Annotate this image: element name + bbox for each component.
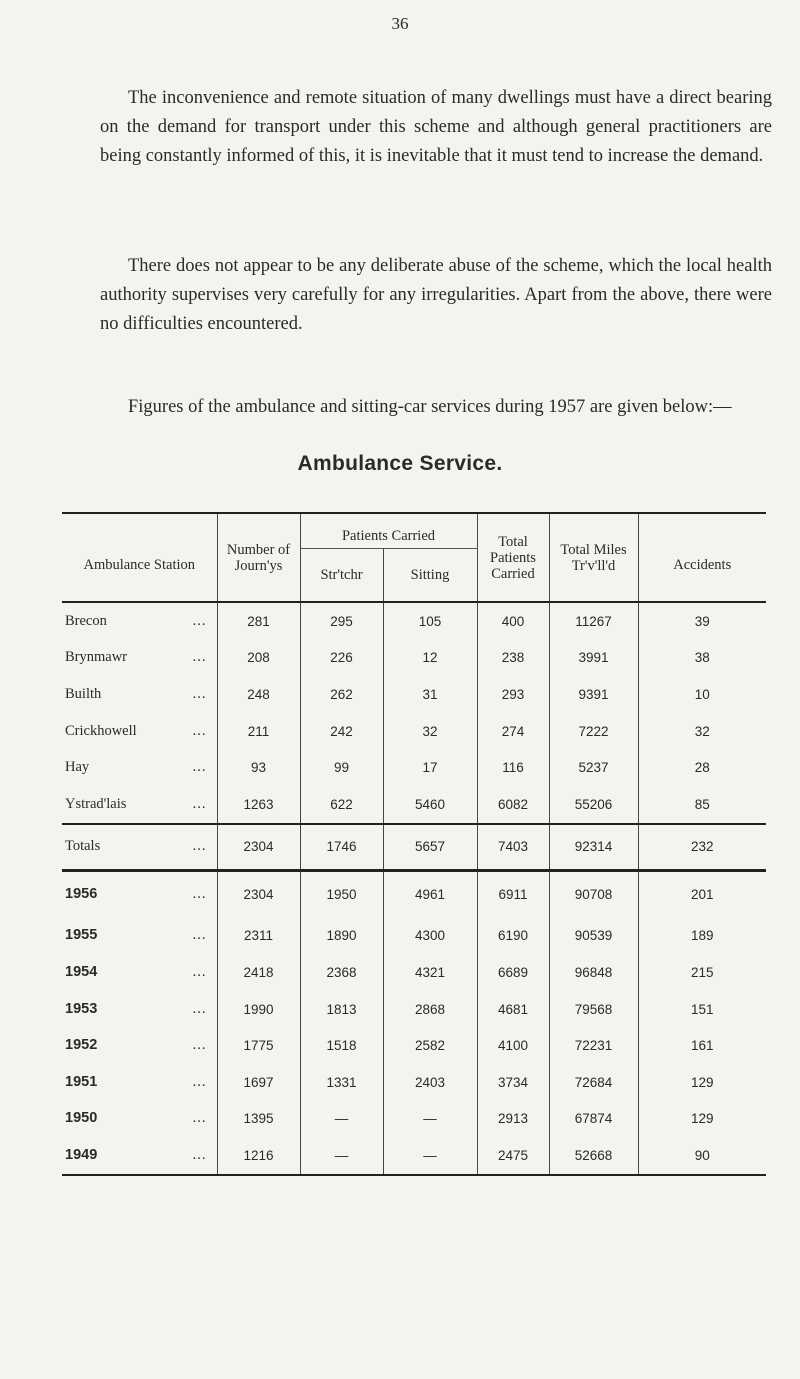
header-stretcher: Str'tchr [300, 549, 383, 603]
leader-dots: ... [192, 612, 207, 629]
year-label: 1953 [65, 1000, 98, 1017]
leader-dots: ... [192, 722, 207, 739]
total-miles-cell: 5237 [549, 749, 638, 786]
paragraph-figures-intro: Figures of the ambulance and sitting-car services during 1957 are given below:— [128, 397, 732, 417]
total-miles-cell: 72684 [549, 1064, 638, 1101]
station-name [62, 676, 217, 713]
leader-dots: ... [192, 759, 207, 776]
station-label: Builth [65, 685, 102, 702]
stretcher-cell: — [300, 1101, 383, 1138]
stretcher-cell: 262 [300, 676, 383, 713]
ambulance-service-table [62, 512, 766, 1176]
year-label: 1950 [65, 1110, 98, 1127]
header-total-patients: Total Patients Carried [477, 513, 549, 602]
page-number: 36 [391, 14, 409, 33]
sitting-cell: 2403 [383, 1064, 477, 1101]
station-row [62, 676, 766, 713]
stretcher-cell: 242 [300, 713, 383, 750]
station-row [62, 786, 766, 824]
header-total-miles: Total Miles Tr'v'll'd [549, 513, 638, 602]
station-name [62, 713, 217, 750]
total-patients-cell: 6911 [477, 870, 549, 918]
year-label: 1951 [65, 1073, 98, 1090]
year-cell [62, 1137, 217, 1175]
total-miles-cell: 96848 [549, 954, 638, 991]
year-row [62, 991, 766, 1028]
accidents-cell: 38 [694, 650, 710, 666]
accidents-cell: 129 [690, 1111, 714, 1127]
total-miles-cell: 72231 [549, 1027, 638, 1064]
total-miles-cell: 52668 [549, 1137, 638, 1175]
accidents-cell: 32 [694, 723, 710, 739]
total-patients-cell: 2475 [477, 1137, 549, 1175]
accidents-cell: 161 [690, 1038, 714, 1054]
paragraph-no-abuse: There does not appear to be any deliberate abuse of the scheme, which the local health authority supervises very carefully for any irregularities. Apart from the above, there were no difficulties encountered. [100, 256, 772, 334]
journeys-cell: 281 [217, 602, 300, 640]
year-label: 1956 [65, 886, 98, 903]
year-row [62, 954, 766, 991]
total-patients-cell: 4100 [477, 1027, 549, 1064]
sitting-cell: — [383, 1137, 477, 1175]
sitting-cell: 4961 [383, 870, 477, 918]
station-row [62, 640, 766, 677]
header-station: Ambulance Station [62, 513, 217, 602]
journeys-cell: 208 [217, 640, 300, 677]
accidents-cell: 129 [690, 1074, 714, 1090]
stretcher-cell: 295 [300, 602, 383, 640]
station-label: Ystrad'lais [65, 795, 127, 812]
journeys-cell: 1395 [217, 1101, 300, 1138]
total-miles-cell: 90708 [549, 870, 638, 918]
paragraph-transport-demand: The inconvenience and remote situation of many dwellings must have a direct bearing on the demand for transport under this scheme and although general practitioners are being constantly informed of this, it is inevitable that it must tend to increase the demand. [100, 88, 772, 166]
station-label: Totals [65, 838, 101, 855]
sitting-cell: 105 [383, 602, 477, 640]
accidents-cell: 85 [638, 786, 766, 824]
station-name [62, 602, 217, 640]
leader-dots: ... [192, 1037, 207, 1054]
total-patients-cell: 400 [477, 602, 549, 640]
year-cell [62, 1064, 217, 1101]
journeys-cell: 248 [217, 676, 300, 713]
header-journeys: Number of Journ'ys [217, 513, 300, 602]
journeys-cell: 1216 [217, 1137, 300, 1175]
sitting-cell: 2868 [383, 991, 477, 1028]
station-label: Brecon [65, 612, 107, 629]
leader-dots: ... [192, 963, 207, 980]
total-miles-cell: 67874 [549, 1101, 638, 1138]
header-sitting: Sitting [383, 549, 477, 603]
journeys-cell: 211 [217, 713, 300, 750]
header-patients-carried: Patients Carried [300, 513, 477, 549]
journeys-cell: 1697 [217, 1064, 300, 1101]
journeys-cell: 2304 [217, 870, 300, 918]
leader-dots: ... [192, 1073, 207, 1090]
accidents-cell: 215 [690, 964, 714, 980]
leader-dots: ... [192, 795, 207, 812]
total-patients-cell: 3734 [477, 1064, 549, 1101]
leader-dots: ... [192, 1110, 207, 1127]
year-cell [62, 954, 217, 991]
total-patients-cell: 116 [477, 749, 549, 786]
journeys-cell: 2304 [217, 824, 300, 871]
journeys-cell: 2311 [217, 918, 300, 955]
sitting-cell: 31 [383, 676, 477, 713]
total-patients-cell: 293 [477, 676, 549, 713]
year-cell [62, 870, 217, 918]
sitting-cell: 2582 [383, 1027, 477, 1064]
year-cell [62, 991, 217, 1028]
leader-dots: ... [192, 1146, 207, 1163]
total-miles-cell: 79568 [549, 991, 638, 1028]
accidents-cell: 90 [638, 1137, 766, 1175]
journeys-cell: 2418 [217, 954, 300, 991]
accidents-cell: 28 [694, 760, 710, 776]
year-cell [62, 1101, 217, 1138]
accidents-cell: 39 [694, 613, 710, 629]
total-patients-cell: 2913 [477, 1101, 549, 1138]
station-row [62, 749, 766, 786]
station-name [62, 824, 217, 871]
year-row [62, 1101, 766, 1138]
total-miles-cell: 3991 [549, 640, 638, 677]
total-miles-cell: 11267 [549, 602, 638, 640]
total-patients-cell: 4681 [477, 991, 549, 1028]
stretcher-cell: 1331 [300, 1064, 383, 1101]
stretcher-cell: 226 [300, 640, 383, 677]
sitting-cell: 5657 [383, 824, 477, 871]
header-accidents: Accidents [638, 513, 766, 602]
stretcher-cell: 1950 [300, 870, 383, 918]
total-patients-cell: 7403 [477, 824, 549, 871]
year-cell [62, 918, 217, 955]
sitting-cell: 4300 [383, 918, 477, 955]
stretcher-cell: 2368 [300, 954, 383, 991]
accidents-cell: 232 [638, 824, 766, 871]
stretcher-cell: 1746 [300, 824, 383, 871]
leader-dots: ... [192, 649, 207, 666]
year-row [62, 870, 766, 918]
sitting-cell: 12 [383, 640, 477, 677]
year-label: 1955 [65, 927, 98, 944]
stretcher-cell: 1813 [300, 991, 383, 1028]
total-miles-cell: 90539 [549, 918, 638, 955]
stretcher-cell: — [300, 1137, 383, 1175]
accidents-cell: 201 [690, 887, 714, 903]
stretcher-cell: 622 [300, 786, 383, 824]
total-miles-cell: 92314 [549, 824, 638, 871]
station-label: Crickhowell [65, 722, 137, 739]
sitting-cell: 5460 [383, 786, 477, 824]
total-miles-cell: 7222 [549, 713, 638, 750]
total-patients-cell: 238 [477, 640, 549, 677]
station-name [62, 640, 217, 677]
total-patients-cell: 6190 [477, 918, 549, 955]
station-row [62, 713, 766, 750]
total-patients-cell: 6689 [477, 954, 549, 991]
station-name [62, 786, 217, 824]
year-label: 1954 [65, 963, 98, 980]
sitting-cell: 17 [383, 749, 477, 786]
year-row [62, 1137, 766, 1175]
sitting-cell: — [383, 1101, 477, 1138]
year-label: 1952 [65, 1037, 98, 1054]
station-row [62, 602, 766, 640]
year-label: 1949 [65, 1146, 98, 1163]
total-patients-cell: 274 [477, 713, 549, 750]
station-label: Brynmawr [65, 649, 128, 666]
leader-dots: ... [192, 1000, 207, 1017]
station-label: Hay [65, 759, 90, 776]
year-row [62, 1027, 766, 1064]
accidents-cell: 151 [690, 1001, 714, 1017]
year-row [62, 1064, 766, 1101]
accidents-cell: 189 [690, 928, 714, 944]
stretcher-cell: 1518 [300, 1027, 383, 1064]
total-patients-cell: 6082 [477, 786, 549, 824]
leader-dots: ... [192, 838, 207, 855]
total-miles-cell: 9391 [549, 676, 638, 713]
leader-dots: ... [192, 927, 207, 944]
year-row [62, 918, 766, 955]
total-miles-cell: 55206 [549, 786, 638, 824]
year-cell [62, 1027, 217, 1064]
section-title: Ambulance Service. [297, 452, 503, 475]
sitting-cell: 32 [383, 713, 477, 750]
station-name [62, 749, 217, 786]
accidents-cell: 10 [694, 686, 710, 702]
leader-dots: ... [192, 886, 207, 903]
stretcher-cell: 99 [300, 749, 383, 786]
journeys-cell: 1263 [217, 786, 300, 824]
leader-dots: ... [192, 685, 207, 702]
sitting-cell: 4321 [383, 954, 477, 991]
journeys-cell: 93 [217, 749, 300, 786]
stretcher-cell: 1890 [300, 918, 383, 955]
journeys-cell: 1990 [217, 991, 300, 1028]
journeys-cell: 1775 [217, 1027, 300, 1064]
totals-row [62, 824, 766, 871]
